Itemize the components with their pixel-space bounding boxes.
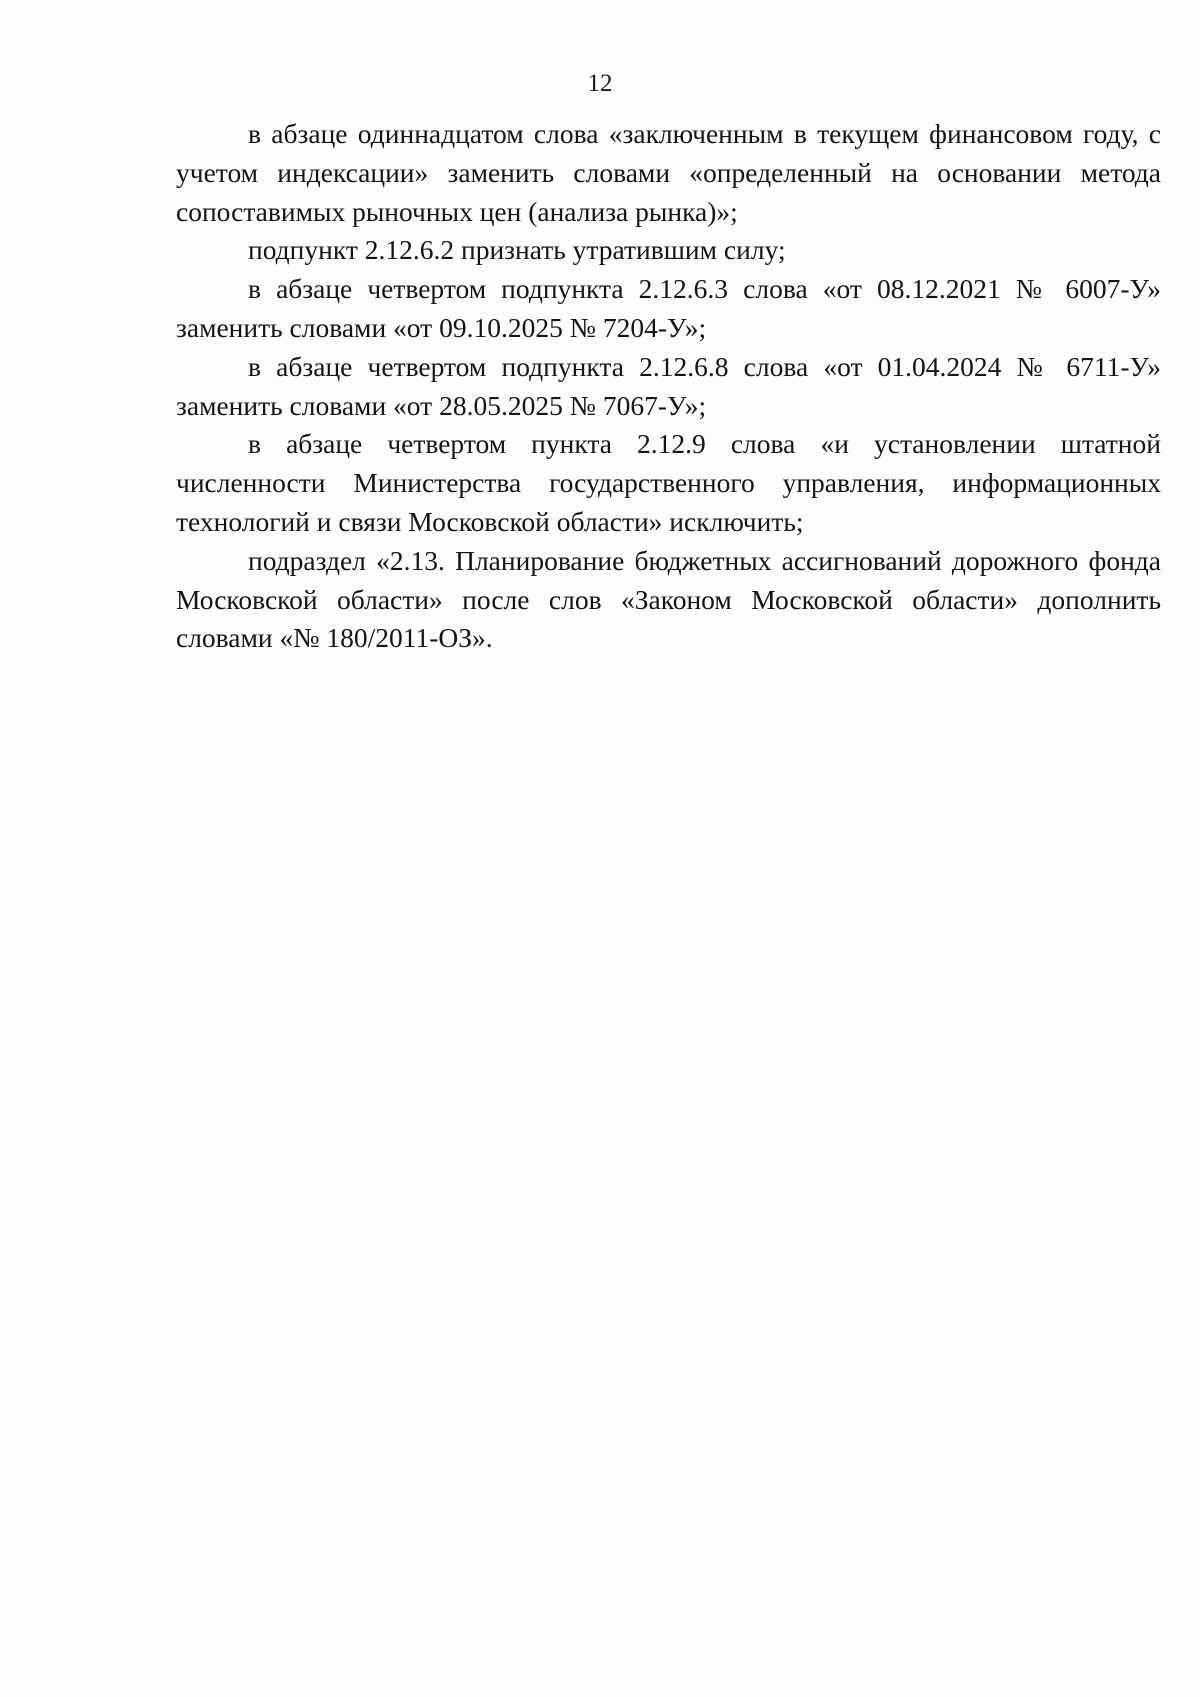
paragraph-punkt-2-12-9: в абзаце четвертом пункта 2.12.9 слова «и установлении штатной численности Министерства государственного управления, информационных технологий и связи Московской области» исключить; [176, 428, 1161, 537]
paragraph-abzac-11: в абзаце одиннадцатом слова «заключенным в текущем финансовом году, с учетом индексации» заменить словами «определенный на основании метода сопоставимых рыночных цен (анализа рынка)»; [176, 118, 1161, 227]
paragraph-podpunkt-2-12-6-2: подпункт 2.12.6.2 признать утратившим силу; [248, 234, 786, 266]
paragraph-podpunkt-2-12-6-8: в абзаце четвертом подпункта 2.12.6.8 слова «от 01.04.2024 № 6711-У» заменить словами «от 28.05.2025 № 7067-У»; [176, 350, 1161, 421]
paragraph-podpunkt-2-12-6-3: в абзаце четвертом подпункта 2.12.6.3 слова «от 08.12.2021 № 6007-У» заменить словами «от 09.10.2025 № 7204-У»; [176, 273, 1161, 343]
paragraph-podrazdel-2-13: подраздел «2.13. Планирование бюджетных ассигнований дорожного фонда Московской области» после слов «Законом Московской области» дополнить словами «№ 180/2011-ОЗ». [176, 544, 1161, 654]
page-number: 12 [587, 70, 613, 97]
document-body [176, 115, 1161, 658]
